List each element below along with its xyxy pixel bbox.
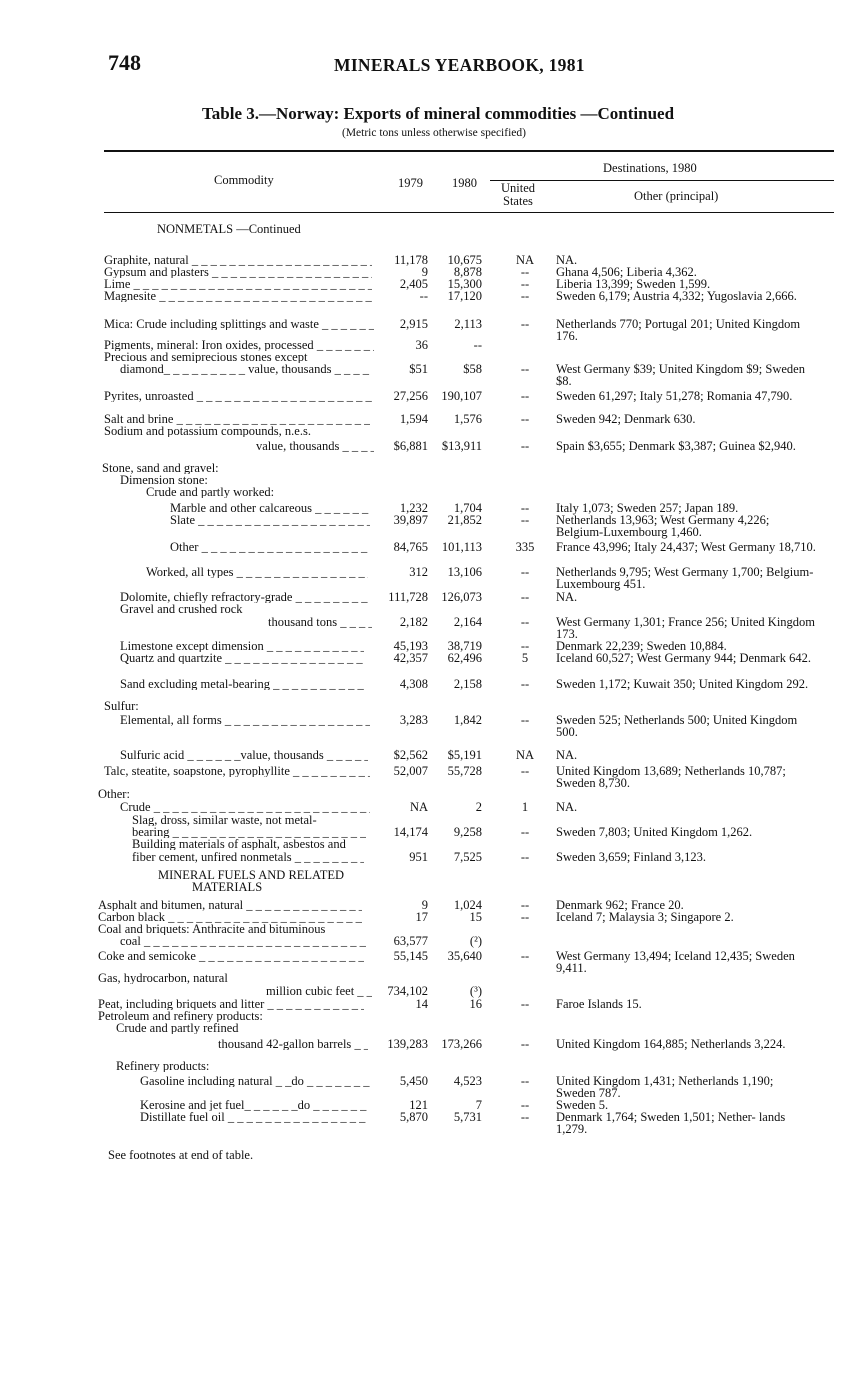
header-states: States <box>503 194 533 208</box>
cell-1980: 17,120 <box>447 289 482 303</box>
cell-other-destinations: Sweden 942; Denmark 630. <box>556 412 696 426</box>
section-fuels-line1: MINERAL FUELS AND RELATED <box>158 868 344 882</box>
cell-united-states: NA <box>515 253 535 267</box>
cell-united-states: -- <box>520 997 530 1011</box>
cell-commodity: coal _ _ _ <box>120 935 368 947</box>
cell-commodity: Carbon black _ _ _ <box>98 911 362 923</box>
cell-1979: 45,193 <box>393 639 428 653</box>
cell-1979: 2,405 <box>399 277 428 291</box>
cell-united-states: -- <box>520 289 530 303</box>
cell-commodity: Petroleum and refinery products: <box>98 1010 263 1022</box>
cell-1979: 11,178 <box>394 253 428 267</box>
cell-united-states: NA <box>515 748 535 762</box>
cell-commodity: Pigments, mineral: Iron oxides, processed _ _ _ <box>104 339 374 351</box>
cell-other-destinations: Denmark 22,239; Sweden 10,884. <box>556 639 727 653</box>
cell-other-destinations: United Kingdom 164,885; Netherlands 3,224. <box>556 1037 786 1051</box>
cell-other-destinations: Faroe Islands 15. <box>556 997 642 1011</box>
cell-united-states: -- <box>520 677 530 691</box>
cell-commodity: Building materials of asphalt, asbestos and <box>132 838 346 850</box>
table-row <box>0 615 864 641</box>
cell-other-destinations: Netherlands 9,795; West Germany 1,700; Belgium-Luxembourg 451. <box>556 565 814 591</box>
cell-united-states: 1 <box>521 800 529 814</box>
header-destinations: Destinations, 1980 <box>603 161 697 175</box>
cell-1980: 15 <box>469 910 482 924</box>
cell-commodity: Crude and partly worked: <box>146 486 275 498</box>
cell-commodity: bearing _ _ _ <box>132 826 366 838</box>
cell-other-destinations: Sweden 61,297; Italy 51,278; Romania 47,790. <box>556 389 793 403</box>
cell-commodity: diamond_ _ _ _ _ _ _ _ _ value, thousands _ _ _ <box>120 363 372 375</box>
cell-1980: $5,191 <box>447 748 482 762</box>
table-row <box>0 949 864 975</box>
table-row <box>0 678 864 692</box>
cell-other-destinations: Netherlands 13,963; West Germany 4,226; Belgium-Luxembourg 1,460. <box>556 513 770 539</box>
table-row <box>0 788 864 802</box>
cell-other-destinations: United Kingdom 1,431; Netherlands 1,190; Sweden 787. <box>556 1074 774 1100</box>
cell-united-states: -- <box>520 1110 530 1124</box>
cell-1980: (²) <box>469 934 482 948</box>
cell-other-destinations: West Germany 1,301; France 256; United Kingdom 173. <box>556 615 816 641</box>
cell-1979: 951 <box>409 850 428 864</box>
header-other-principal: Other (principal) <box>634 189 719 203</box>
cell-commodity: Mica: Crude including splittings and waste _ _ _ <box>104 318 374 330</box>
table-row <box>0 838 864 852</box>
cell-united-states: 5 <box>521 651 529 665</box>
header-1979: 1979 <box>398 176 423 190</box>
cell-1980: 10,675 <box>447 253 482 267</box>
cell-1979: 1,594 <box>399 412 428 426</box>
cell-1980: 101,113 <box>441 540 482 554</box>
header-commodity: Commodity <box>214 173 274 187</box>
cell-commodity: Dimension stone: <box>120 474 208 486</box>
table-row <box>0 1060 864 1074</box>
cell-1979: 5,450 <box>399 1074 428 1088</box>
cell-commodity: million cubic feet _ _ _ <box>266 985 372 997</box>
table-row <box>0 290 864 304</box>
page-number: 748 <box>108 50 141 75</box>
table-row <box>0 565 864 591</box>
cell-commodity: Other _ _ _ <box>170 541 370 553</box>
cell-commodity: Coal and briquets: Anthracite and bituminous <box>98 923 326 935</box>
cell-other-destinations: Denmark 962; France 20. <box>556 898 684 912</box>
cell-united-states: -- <box>520 501 530 515</box>
cell-commodity: Kerosine and jet fuel_ _ _ _ _ _do _ _ _ <box>140 1099 368 1111</box>
cell-commodity: Sand excluding metal-bearing _ _ _ <box>120 678 366 690</box>
cell-1980: 15,300 <box>447 277 482 291</box>
cell-united-states: -- <box>520 910 530 924</box>
destinations-rule <box>490 180 834 181</box>
cell-commodity: Graphite, natural _ _ _ <box>104 254 372 266</box>
cell-1980: 1,576 <box>453 412 482 426</box>
cell-1980: $58 <box>463 362 482 376</box>
cell-other-destinations: Sweden 3,659; Finland 3,123. <box>556 850 706 864</box>
cell-united-states: -- <box>520 639 530 653</box>
cell-commodity: Magnesite _ _ _ <box>104 290 372 302</box>
table-title: Table 3.—Norway: Exports of mineral commodities —Continued <box>202 104 675 123</box>
cell-1979: 734,102 <box>387 984 428 998</box>
cell-1980: 7,525 <box>453 850 482 864</box>
cell-1979: $51 <box>409 362 428 376</box>
cell-other-destinations: Sweden 525; Netherlands 500; United Kingdom 500. <box>556 713 798 739</box>
cell-1980: 1,024 <box>453 898 482 912</box>
cell-1980: 9,258 <box>453 825 482 839</box>
cell-1979: 312 <box>409 565 428 579</box>
cell-other-destinations: Iceland 7; Malaysia 3; Singapore 2. <box>556 910 734 924</box>
cell-1979: 4,308 <box>399 677 428 691</box>
table-row <box>0 713 864 739</box>
table-row <box>0 851 864 865</box>
table-row <box>0 700 864 714</box>
cell-united-states: -- <box>520 825 530 839</box>
cell-other-destinations: Sweden 7,803; United Kingdom 1,262. <box>556 825 753 839</box>
table-row <box>0 1022 864 1036</box>
table-row <box>0 1038 864 1052</box>
cell-commodity: Other: <box>98 788 130 800</box>
cell-commodity: Precious and semiprecious stones except <box>104 351 308 363</box>
cell-1979: 9 <box>421 898 428 912</box>
cell-commodity: Gasoline including natural _ _do _ _ _ <box>140 1075 370 1087</box>
cell-other-destinations: Iceland 60,527; West Germany 944; Denmark 642. <box>556 651 811 665</box>
cell-1980: 16 <box>469 997 482 1011</box>
header-top-rule <box>104 150 834 152</box>
table-row <box>0 486 864 500</box>
cell-commodity: Gypsum and plasters _ _ _ <box>104 266 372 278</box>
cell-united-states: -- <box>520 513 530 527</box>
cell-commodity: Slag, dross, similar waste, not metal- <box>132 814 317 826</box>
cell-1979: 55,145 <box>393 949 428 963</box>
table-row <box>0 801 864 815</box>
cell-1980: 1,704 <box>453 501 482 515</box>
cell-commodity: Distillate fuel oil _ _ _ <box>140 1111 368 1123</box>
footnote-note: See footnotes at end of table. <box>108 1148 254 1162</box>
table-subtitle: (Metric tons unless otherwise specified) <box>342 127 526 139</box>
cell-commodity: Asphalt and bitumen, natural _ _ _ <box>98 899 362 911</box>
cell-other-destinations: Denmark 1,764; Sweden 1,501; Nether- lands 1,279. <box>556 1110 786 1136</box>
cell-other-destinations: Italy 1,073; Sweden 257; Japan 189. <box>556 501 739 515</box>
cell-other-destinations: Sweden 6,179; Austria 4,332; Yugoslavia 2,666. <box>556 289 797 303</box>
cell-1979: 39,897 <box>393 513 428 527</box>
header-bottom-rule <box>104 212 834 213</box>
table-row <box>0 764 864 790</box>
table-row <box>0 749 864 763</box>
cell-commodity: value, thousands _ _ _ <box>256 440 374 452</box>
cell-1979: 1,232 <box>399 501 428 515</box>
cell-1980: 62,496 <box>447 651 482 665</box>
cell-other-destinations: Spain $3,655; Denmark $3,387; Guinea $2,940. <box>556 439 796 453</box>
cell-other-destinations: United Kingdom 13,689; Netherlands 10,787; Sweden 8,730. <box>556 764 786 790</box>
cell-1980: $13,911 <box>441 439 482 453</box>
table-row <box>0 1074 864 1100</box>
cell-commodity: Crude and partly refined <box>116 1022 239 1034</box>
cell-1979: 3,283 <box>399 713 428 727</box>
cell-1979: $6,881 <box>393 439 428 453</box>
cell-commodity: Talc, steatite, soapstone, pyrophyllite _ _ _ <box>104 765 370 777</box>
cell-other-destinations: NA. <box>556 800 578 814</box>
cell-united-states: -- <box>520 590 530 604</box>
cell-united-states: -- <box>520 850 530 864</box>
section-fuels-line2: MATERIALS <box>192 880 263 894</box>
cell-commodity: Elemental, all forms _ _ _ <box>120 714 370 726</box>
cell-united-states: -- <box>520 949 530 963</box>
cell-united-states: -- <box>520 565 530 579</box>
table-row <box>0 317 864 343</box>
cell-commodity: Gas, hydrocarbon, natural <box>98 972 228 984</box>
table-row <box>0 425 864 439</box>
cell-commodity: Slate _ _ _ <box>170 514 370 526</box>
cell-commodity: Worked, all types _ _ _ <box>146 566 368 578</box>
table-row <box>0 362 864 388</box>
table-row <box>0 985 864 999</box>
cell-united-states: -- <box>520 412 530 426</box>
cell-1979: -- <box>419 289 428 303</box>
cell-other-destinations: NA. <box>556 253 578 267</box>
table-row <box>0 513 864 539</box>
cell-1980: -- <box>473 338 482 352</box>
cell-united-states: -- <box>520 713 530 727</box>
cell-united-states: -- <box>520 1037 530 1051</box>
table-row <box>0 440 864 454</box>
cell-commodity: Stone, sand and gravel: <box>102 462 219 474</box>
cell-commodity: Refinery products: <box>116 1060 210 1072</box>
cell-commodity: thousand 42-gallon barrels _ _ _ <box>218 1038 368 1050</box>
cell-1979: 111,728 <box>388 590 428 604</box>
cell-1979: 63,577 <box>393 934 428 948</box>
cell-commodity: Crude _ _ _ <box>120 801 370 813</box>
cell-commodity: Sulfuric acid _ _ _ _ _ _value, thousands _ _ _ <box>120 749 368 761</box>
cell-1979: 84,765 <box>393 540 428 554</box>
cell-1980: 7 <box>475 1098 482 1112</box>
cell-other-destinations: NA. <box>556 590 578 604</box>
cell-commodity: Marble and other calcareous _ _ _ <box>170 502 370 514</box>
cell-1979: 121 <box>409 1098 428 1112</box>
cell-united-states: -- <box>520 764 530 778</box>
cell-commodity: Dolomite, chiefly refractory-grade _ _ _ <box>120 591 368 603</box>
cell-1979: 52,007 <box>393 764 428 778</box>
cell-1980: 13,106 <box>447 565 482 579</box>
running-head: MINERALS YEARBOOK, 1981 <box>334 55 585 75</box>
table-row <box>0 541 864 555</box>
cell-1979: 14 <box>415 997 428 1011</box>
cell-1979: 2,182 <box>399 615 428 629</box>
cell-1979: 139,283 <box>387 1037 428 1051</box>
table-row <box>0 1110 864 1136</box>
cell-commodity: Gravel and crushed rock <box>120 603 243 615</box>
cell-1979: 14,174 <box>393 825 428 839</box>
cell-commodity: Sulfur: <box>104 700 139 712</box>
cell-commodity: thousand tons _ _ _ <box>268 616 372 628</box>
header-united: United <box>501 181 536 195</box>
cell-united-states: -- <box>520 362 530 376</box>
cell-commodity: fiber cement, unfired nonmetals _ _ _ <box>132 851 364 863</box>
cell-1979: 2,915 <box>399 317 428 331</box>
table-row <box>0 390 864 404</box>
cell-other-destinations: NA. <box>556 748 578 762</box>
cell-1980: 1,842 <box>453 713 482 727</box>
cell-1980: 173,266 <box>441 1037 482 1051</box>
cell-commodity: Pyrites, unroasted _ _ _ <box>104 390 372 402</box>
cell-1979: 9 <box>421 265 428 279</box>
cell-1980: 4,523 <box>453 1074 482 1088</box>
table-row <box>0 935 864 949</box>
cell-1980: 2,113 <box>454 317 482 331</box>
cell-1979: $2,562 <box>393 748 428 762</box>
cell-united-states: -- <box>520 439 530 453</box>
cell-1980: 8,878 <box>453 265 482 279</box>
cell-united-states: -- <box>520 1098 530 1112</box>
cell-other-destinations: Sweden 1,172; Kuwait 350; United Kingdom 292. <box>556 677 809 691</box>
cell-1979: NA <box>409 800 428 814</box>
cell-other-destinations: West Germany $39; United Kingdom $9; Sweden $8. <box>556 362 805 388</box>
cell-commodity: Limestone except dimension _ _ _ <box>120 640 364 652</box>
cell-commodity: Sodium and potassium compounds, n.e.s. <box>104 425 311 437</box>
cell-united-states: -- <box>520 898 530 912</box>
table-row <box>0 972 864 986</box>
cell-united-states: -- <box>520 317 530 331</box>
cell-united-states: -- <box>520 265 530 279</box>
cell-other-destinations: Netherlands 770; Portugal 201; United Kingdom 176. <box>556 317 801 343</box>
cell-other-destinations: Liberia 13,399; Sweden 1,599. <box>556 277 711 291</box>
cell-other-destinations: West Germany 13,494; Iceland 12,435; Sweden 9,411. <box>556 949 795 975</box>
cell-1980: 2 <box>475 800 482 814</box>
cell-commodity: Coke and semicoke _ _ _ <box>98 950 364 962</box>
cell-united-states: -- <box>520 389 530 403</box>
cell-other-destinations: Ghana 4,506; Liberia 4,362. <box>556 265 697 279</box>
cell-1979: 36 <box>415 338 428 352</box>
cell-1980: 21,852 <box>447 513 482 527</box>
cell-1979: 27,256 <box>393 389 428 403</box>
cell-1980: 190,107 <box>441 389 482 403</box>
cell-other-destinations: France 43,996; Italy 24,437; West Germany 18,710. <box>556 540 816 554</box>
cell-1980: 38,719 <box>447 639 482 653</box>
cell-united-states: 335 <box>515 540 535 554</box>
cell-united-states: -- <box>520 615 530 629</box>
cell-commodity: Lime _ _ _ <box>104 278 372 290</box>
cell-united-states: -- <box>520 1074 530 1088</box>
table-row <box>0 652 864 666</box>
cell-1980: (³) <box>469 984 482 998</box>
cell-1979: 42,357 <box>393 651 428 665</box>
header-1980: 1980 <box>452 176 477 190</box>
cell-1980: 35,640 <box>447 949 482 963</box>
section-nonmetals: NONMETALS —Continued <box>157 222 301 236</box>
cell-united-states: -- <box>520 277 530 291</box>
cell-1980: 2,158 <box>453 677 482 691</box>
cell-1980: 126,073 <box>441 590 482 604</box>
cell-1980: 55,728 <box>447 764 482 778</box>
cell-commodity: Quartz and quartzite _ _ _ <box>120 652 364 664</box>
cell-1979: 17 <box>415 910 428 924</box>
cell-commodity: Peat, including briquets and litter _ _ _ <box>98 998 364 1010</box>
cell-1980: 5,731 <box>453 1110 482 1124</box>
cell-commodity: Salt and brine _ _ _ <box>104 413 370 425</box>
cell-1980: 2,164 <box>453 615 482 629</box>
cell-1979: 5,870 <box>399 1110 428 1124</box>
cell-other-destinations: Sweden 5. <box>556 1098 609 1112</box>
